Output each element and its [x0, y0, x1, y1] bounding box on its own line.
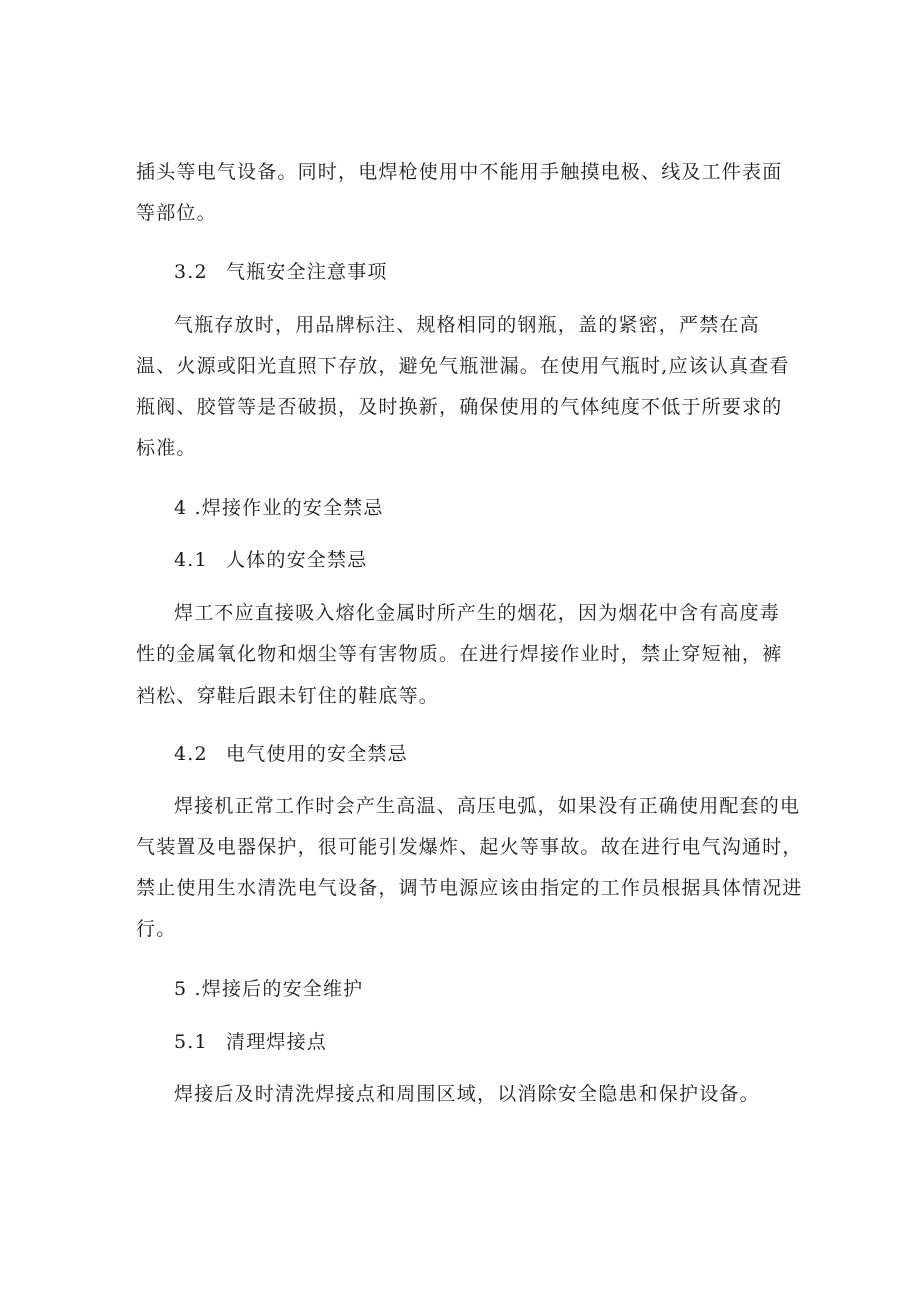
section-title: 人体的安全禁忌	[226, 549, 368, 571]
paragraph-line: 瓶阀、胶管等是否破损，及时换新，确保使用的气体纯度不低于所要求的	[136, 396, 783, 418]
section-heading-5: 5 .焊接后的安全维护	[174, 978, 364, 1000]
paragraph-line: 温、火源或阳光直照下存放，避免气瓶泄漏。在使用气瓶时,应该认真查看	[136, 355, 790, 377]
section-title: 气瓶安全注意事项	[226, 261, 388, 283]
section-heading-5-1	[174, 1030, 327, 1054]
paragraph-line: 禁止使用生水清洗电气设备，调节电源应该由指定的工作员根据具体情况进	[136, 877, 803, 899]
paragraph-line: 焊工不应直接吸入熔化金属时所产生的烟花，因为烟花中含有高度毒	[174, 602, 781, 624]
paragraph-line: 标准。	[136, 437, 197, 459]
section-number: 4.1	[174, 549, 208, 571]
section-heading-4-1	[174, 548, 367, 572]
section-heading-3-2	[174, 260, 388, 284]
paragraph-line: 裆松、穿鞋后跟未钉住的鞋底等。	[136, 685, 440, 707]
section-number: 4.2	[174, 743, 208, 765]
paragraph-line: 性的金属氧化物和烟尘等有害物质。在进行焊接作业时，禁止穿短袖，裤	[136, 643, 783, 665]
paragraph-line: 焊接后及时清洗焊接点和周围区域，以消除安全隐患和保护设备。	[174, 1083, 760, 1105]
section-title: 电气使用的安全禁忌	[226, 743, 408, 765]
paragraph-line: 插头等电气设备。同时，电焊枪使用中不能用手触摸电极、线及工件表面	[136, 161, 783, 183]
paragraph-line: 焊接机正常工作时会产生高温、高压电弧，如果没有正确使用配套的电	[174, 795, 801, 817]
paragraph-line: 气装置及电器保护，很可能引发爆炸、起火等事故。故在进行电气沟通时，	[136, 836, 803, 858]
paragraph-line: 气瓶存放时，用品牌标注、规格相同的钢瓶，盖的紧密，严禁在高	[174, 314, 760, 336]
paragraph-line: 行。	[136, 918, 177, 940]
section-number: 3.2	[174, 261, 208, 283]
section-title: 清理焊接点	[226, 1031, 328, 1053]
section-number: 5.1	[174, 1031, 208, 1053]
section-heading-4: 4 .焊接作业的安全禁忌	[174, 497, 384, 519]
paragraph-line: 等部位。	[136, 202, 217, 224]
section-heading-4-2	[174, 742, 408, 766]
